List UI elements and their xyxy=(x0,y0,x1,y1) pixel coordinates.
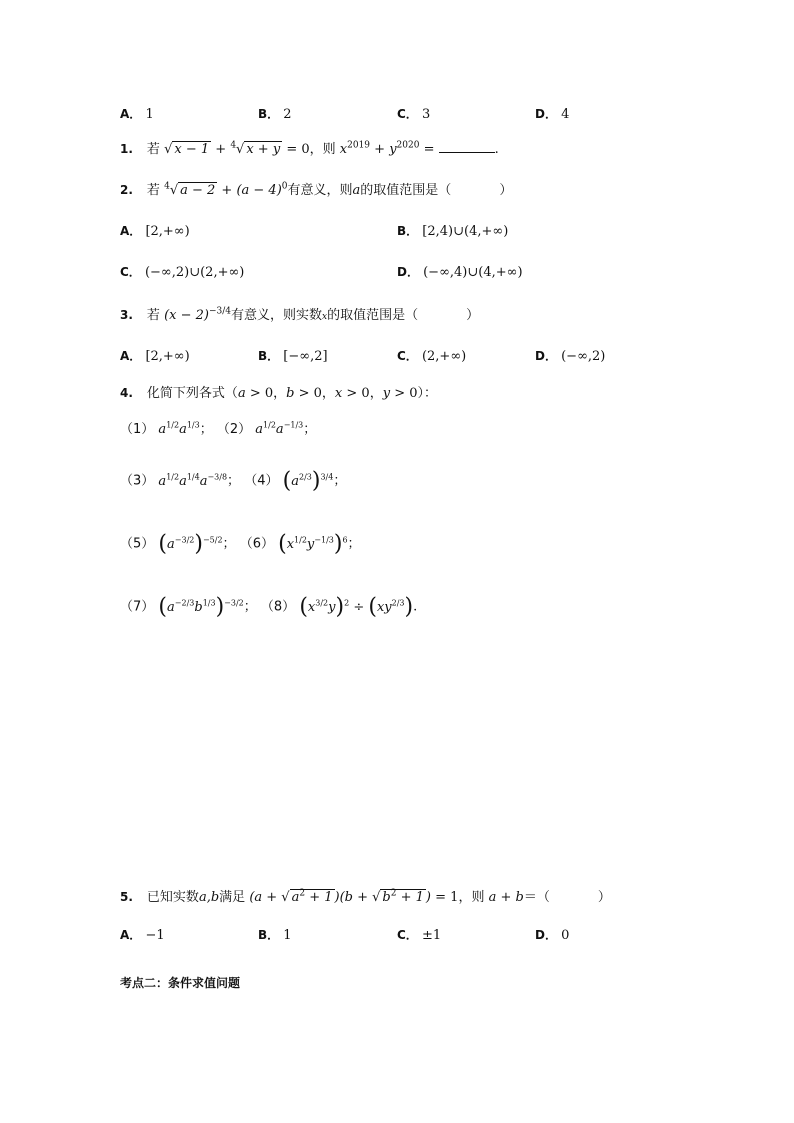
q5-option-d: D． 0 xyxy=(535,928,570,943)
q4-row-3: （5） $(a^{-3/2})^{-5/2}$； （6） $(x^{1/2}y^{-1/3})^6$； xyxy=(120,531,361,556)
q4-row-1: （1） $a^{1/2}a^{1/3}$； （2） $a^{1/2}a^{-1/3}$； xyxy=(120,420,317,437)
option-a: A． 1 xyxy=(120,107,154,122)
q3-option-c: C． (2,+∞) xyxy=(397,349,467,364)
q3-option-a: A． [2,+∞) xyxy=(120,349,190,364)
section-heading: 考点二：条件求值问题 xyxy=(120,976,241,990)
question-1: 1. 若 √ x − 1 + $^4$√ x + y = 0，则 $x^{2019} + y^{2020}$ = . xyxy=(120,140,499,157)
option-c: C． 3 xyxy=(397,107,431,122)
q5-option-a: A． −1 xyxy=(120,928,165,943)
q5-option-b: B． 1 xyxy=(258,928,292,943)
option-d: D． 4 xyxy=(535,107,570,122)
q2-option-b: B． [2,4)∪(4,+∞) xyxy=(397,224,509,239)
q3-option-d: D． (−∞,2) xyxy=(535,349,606,364)
option-b: B． 2 xyxy=(258,107,292,122)
q4-row-2: （3） $a^{1/2}a^{1/4}a^{-3/8}$； （4） $(a^{2/3})^{3/4}$； xyxy=(120,468,347,493)
q2-option-a: A． [2,+∞) xyxy=(120,224,190,239)
q3-option-b: B． [−∞,2] xyxy=(258,349,328,364)
question-3: 3. 若 $(x - 2)^{-3/4}$有意义，则实数x的取值范围是（ ） xyxy=(120,306,480,323)
q2-option-d: D． (−∞,4)∪(4,+∞) xyxy=(397,265,523,280)
question-4: 4. 化简下列各式（a > 0，b > 0，x > 0，y > 0）： xyxy=(120,386,437,401)
q4-row-4: （7） $(a^{-2/3}b^{1/3})^{-3/2}$； （8） $(x^{3/2}y)^2 \div (xy^{2/3})$. xyxy=(120,594,418,619)
q2-option-c: C． (−∞,2)∪(2,+∞) xyxy=(120,265,245,280)
q5-option-c: C． ±1 xyxy=(397,928,442,943)
question-2: 2. 若 $^4$√ $a - 2 + (a - 4)^0$有意义，则a的取值范围是（ ） xyxy=(120,181,513,198)
answer-blank[interactable] xyxy=(439,140,495,153)
question-5: 5. 已知实数a,b满足 (a + √ $a^2 + 1$ )(b + √ $b^2 + 1$ ) = 1，则 a + b＝（ ） xyxy=(120,888,611,905)
